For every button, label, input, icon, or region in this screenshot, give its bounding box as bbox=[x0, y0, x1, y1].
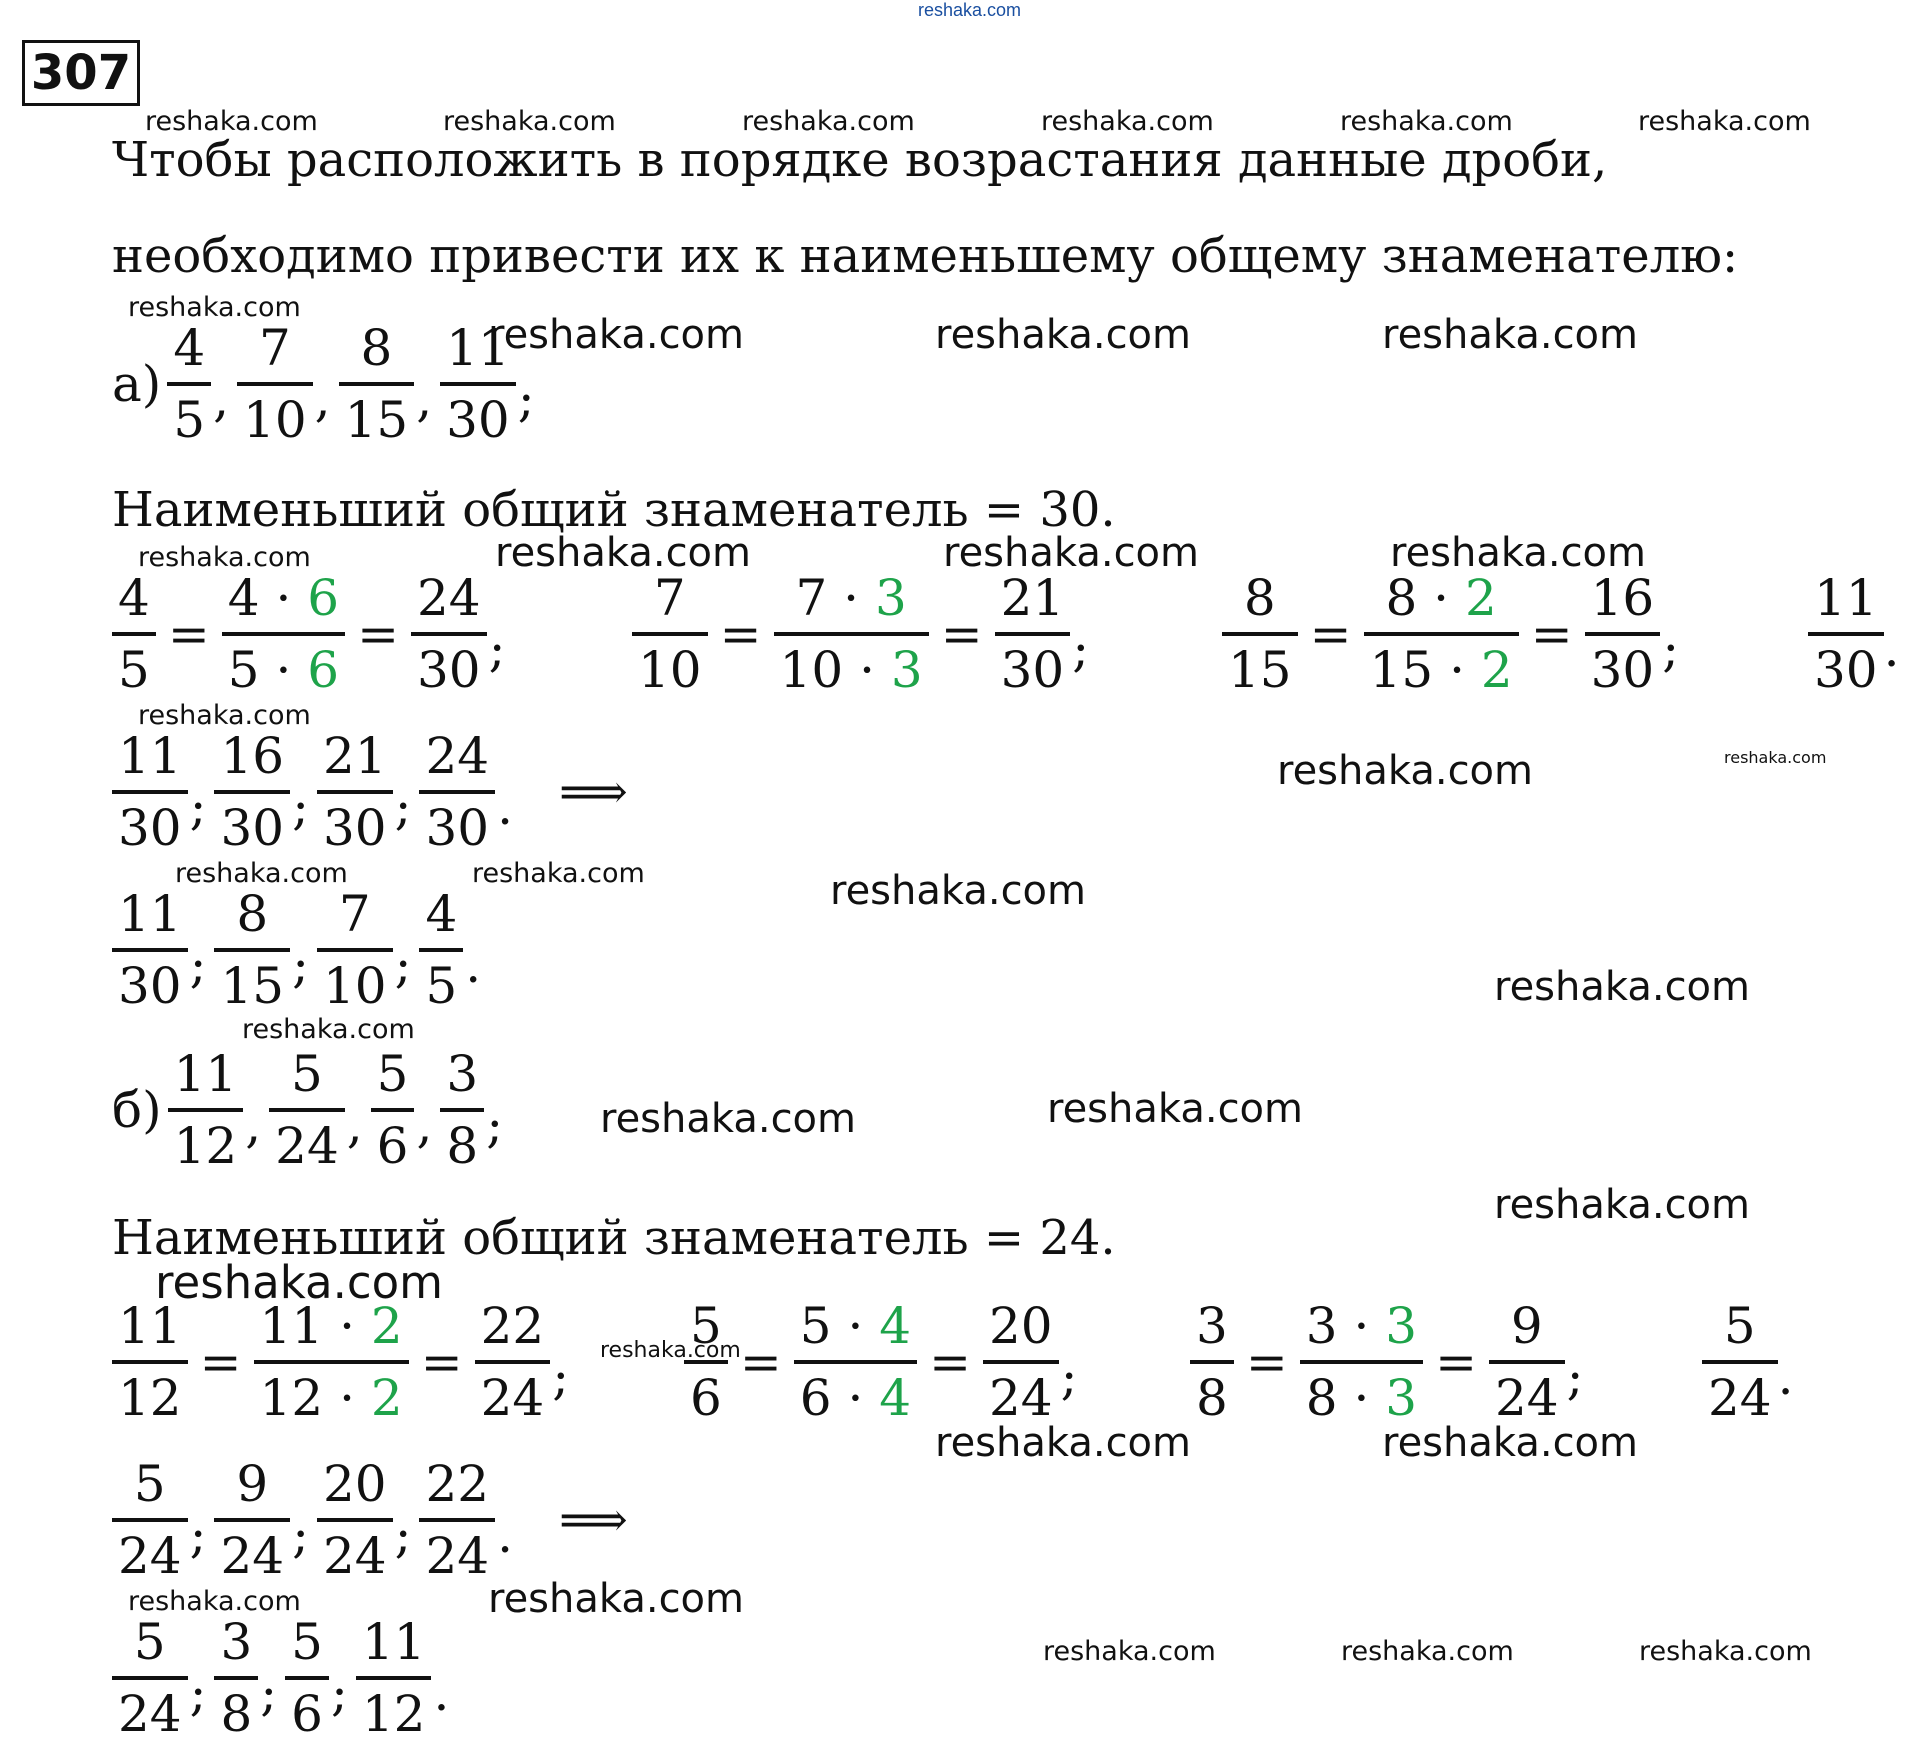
fraction: $\frac{8}{15}$ bbox=[339, 318, 415, 450]
watermark: reshaka.com bbox=[138, 700, 311, 731]
watermark: reshaka.com bbox=[830, 868, 1086, 914]
fraction: $\frac{5}{24}$ bbox=[269, 1044, 345, 1176]
watermark: reshaka.com bbox=[935, 1420, 1191, 1466]
watermark: reshaka.com bbox=[1724, 748, 1827, 767]
part-b-conversion-1: $\frac{11}{12}$ = $\frac{11 \cdot 2}{12 \cdot 2}$ = $\frac{22}{24}$ ; bbox=[112, 1296, 577, 1428]
watermark: reshaka.com bbox=[1382, 1420, 1638, 1466]
task-number: 307 bbox=[22, 40, 140, 106]
part-a-unchanged: $\frac{11}{30}$ . bbox=[1808, 568, 1908, 700]
watermark: reshaka.com bbox=[1277, 748, 1533, 794]
watermark: reshaka.com bbox=[1047, 1086, 1303, 1132]
part-a-lcd: Наименьший общий знаменатель = 30. bbox=[112, 482, 1116, 538]
part-b-sorted-original: $\frac{5}{24}$ ; $\frac{3}{8}$ ; $\frac{5}{6}$ ; $\frac{11}{12}$ . bbox=[112, 1612, 457, 1744]
watermark: reshaka.com bbox=[1638, 106, 1811, 137]
watermark: reshaka.com bbox=[145, 106, 318, 137]
watermark: reshaka.com bbox=[1041, 106, 1214, 137]
fraction: $\frac{5}{6}$ bbox=[371, 1044, 415, 1176]
watermark: reshaka.com bbox=[443, 106, 616, 137]
watermark: reshaka.com bbox=[488, 1576, 744, 1622]
watermark: reshaka.com bbox=[495, 530, 751, 576]
watermark: reshaka.com bbox=[742, 106, 915, 137]
watermark: reshaka.com bbox=[488, 312, 744, 358]
watermark: reshaka.com bbox=[935, 312, 1191, 358]
part-b-sorted-common: $\frac{5}{24}$ ; $\frac{9}{24}$ ; $\frac{20}{24}$ ; $\frac{22}{24}$ . ⟹ bbox=[112, 1454, 628, 1586]
part-b-given: б) $\frac{11}{12}$ , $\frac{5}{24}$ , $\frac{5}{6}$ , $\frac{3}{8}$ ; bbox=[112, 1045, 504, 1175]
part-a-sorted-common: $\frac{11}{30}$ ; $\frac{16}{30}$ ; $\frac{21}{30}$ ; $\frac{24}{30}$ . ⟹ bbox=[112, 726, 628, 858]
implies-arrow: ⟹ bbox=[558, 764, 628, 820]
watermark: reshaka.com bbox=[1341, 1636, 1514, 1667]
watermark: reshaka.com bbox=[472, 858, 645, 889]
watermark: reshaka.com bbox=[175, 858, 348, 889]
intro-line-1: Чтобы расположить в порядке возрастания данные дроби, bbox=[112, 132, 1608, 188]
part-a-conversion-2: $\frac{7}{10}$ = $\frac{7 \cdot 3}{10 \cdot 3}$ = $\frac{21}{30}$ ; bbox=[632, 568, 1097, 700]
fraction: $\frac{3}{8}$ bbox=[440, 1044, 484, 1176]
watermark: reshaka.com bbox=[138, 542, 311, 573]
part-b-conversion-2: $\frac{5}{6}$ = $\frac{5 \cdot 4}{6 \cdot 4}$ = $\frac{20}{24}$ ; bbox=[684, 1296, 1085, 1428]
part-b-lcd: Наименьший общий знаменатель = 24. bbox=[112, 1210, 1116, 1266]
top-watermark: reshaka.com bbox=[918, 0, 1022, 20]
watermark: reshaka.com bbox=[128, 1586, 301, 1617]
watermark: reshaka.com bbox=[1494, 1182, 1750, 1228]
watermark: reshaka.com bbox=[1390, 530, 1646, 576]
watermark: reshaka.com bbox=[1340, 106, 1513, 137]
watermark: reshaka.com bbox=[155, 1256, 443, 1309]
watermark: reshaka.com bbox=[600, 1096, 856, 1142]
part-b-label: б) bbox=[112, 1081, 162, 1139]
fraction: $\frac{11}{30}$ bbox=[440, 318, 516, 450]
part-b-unchanged: $\frac{5}{24}$ . bbox=[1702, 1296, 1802, 1428]
part-b-conversion-3: $\frac{3}{8}$ = $\frac{3 \cdot 3}{8 \cdot 3}$ = $\frac{9}{24}$ ; bbox=[1190, 1296, 1591, 1428]
watermark: reshaka.com bbox=[128, 292, 301, 323]
part-a-sorted-original: $\frac{11}{30}$ ; $\frac{8}{15}$ ; $\frac{7}{10}$ ; $\frac{4}{5}$ . bbox=[112, 884, 489, 1016]
fraction: $\frac{7}{10}$ bbox=[237, 318, 313, 450]
fraction: $\frac{4}{5}$ bbox=[167, 318, 211, 450]
fraction: $\frac{11}{12}$ bbox=[168, 1044, 244, 1176]
part-a-label: а) bbox=[112, 355, 162, 413]
watermark: reshaka.com bbox=[1043, 1636, 1216, 1667]
implies-arrow: ⟹ bbox=[558, 1492, 628, 1548]
watermark: reshaka.com bbox=[1494, 964, 1750, 1010]
watermark: reshaka.com bbox=[242, 1014, 415, 1045]
watermark: reshaka.com bbox=[600, 1338, 741, 1363]
part-a-conversion-1: $\frac{4}{5}$ = $\frac{4 \cdot 6}{5 \cdot 6}$ = $\frac{24}{30}$ ; bbox=[112, 568, 513, 700]
watermark: reshaka.com bbox=[943, 530, 1199, 576]
part-a-given: а) $\frac{4}{5}$ , $\frac{7}{10}$ , $\frac{8}{15}$ , $\frac{11}{30}$ ; bbox=[112, 319, 535, 449]
intro-line-2: необходимо привести их к наименьшему общему знаменателю: bbox=[112, 228, 1739, 284]
part-a-conversion-3: $\frac{8}{15}$ = $\frac{8 \cdot 2}{15 \cdot 2}$ = $\frac{16}{30}$ ; bbox=[1222, 568, 1687, 700]
watermark: reshaka.com bbox=[1382, 312, 1638, 358]
watermark: reshaka.com bbox=[1639, 1636, 1812, 1667]
